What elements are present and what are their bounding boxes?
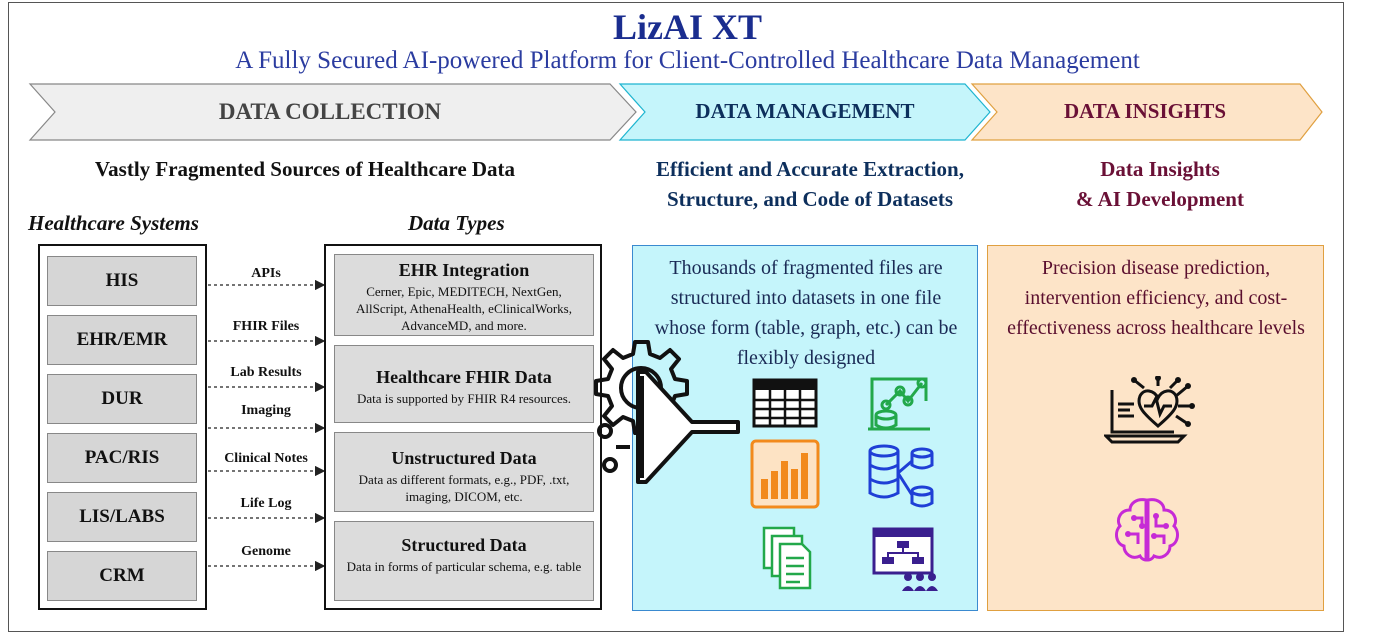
data-type-fhir bbox=[334, 345, 594, 423]
data-type-unstructured bbox=[334, 432, 594, 512]
collection-heading: Vastly Fragmented Sources of Healthcare Data bbox=[94, 157, 516, 181]
data-type-desc: Data in forms of particular schema, e.g. table bbox=[346, 559, 582, 574]
table-icon bbox=[752, 378, 818, 428]
flow-label-apis: APIs bbox=[251, 266, 281, 281]
data-type-desc: Data is supported by FHIR R4 resources. bbox=[356, 391, 572, 406]
data-type-title: EHR Integration bbox=[398, 260, 530, 280]
data-type-structured bbox=[334, 521, 594, 601]
flow-label-imaging: Imaging bbox=[241, 403, 291, 418]
insights-heading-line1: Data Insights bbox=[1100, 157, 1220, 181]
flow-label-life-log: Life Log bbox=[240, 496, 292, 511]
flowchart-presentation-icon bbox=[872, 527, 938, 591]
management-panel-text: Thousands of fragmented files are structured into datasets in one file whose form (table, graph, etc.) can be flexibly designed bbox=[654, 257, 958, 369]
documents-icon bbox=[762, 526, 814, 590]
page-title: LizAI XT bbox=[612, 7, 762, 47]
ai-brain-icon bbox=[1112, 496, 1182, 562]
database-network-icon bbox=[864, 441, 936, 509]
gear-funnel-icon bbox=[580, 332, 750, 492]
management-heading-line1: Efficient and Accurate Extraction, bbox=[656, 157, 964, 181]
stage-insights-label: DATA INSIGHTS bbox=[1063, 99, 1227, 123]
data-type-ehr-integration bbox=[334, 254, 594, 336]
flow-label-lab-results: Lab Results bbox=[230, 365, 302, 380]
laptop-heart-icon bbox=[1104, 376, 1198, 446]
system-crm: CRM bbox=[47, 551, 197, 601]
data-type-desc: Cerner, Epic, MEDITECH, NextGen, AllScript, AthenaHealth, eClinicalWorks, AdvanceMD, and more. bbox=[356, 284, 572, 333]
stage-collection-label: DATA COLLECTION bbox=[218, 99, 442, 124]
data-type-desc: Data as different formats, e.g., PDF, .txt, imaging, DICOM, etc. bbox=[358, 472, 570, 504]
bar-chart-icon bbox=[750, 439, 820, 509]
data-types-header: Data Types bbox=[408, 211, 505, 235]
flow-label-fhir-files: FHIR Files bbox=[232, 319, 300, 334]
data-analytics-icon bbox=[864, 371, 934, 433]
flow-label-clinical-notes: Clinical Notes bbox=[224, 451, 308, 466]
insights-heading-line2: & AI Development bbox=[1076, 187, 1244, 211]
healthcare-systems-header: Healthcare Systems bbox=[28, 211, 199, 235]
page-subtitle: A Fully Secured AI-powered Platform for Client-Controlled Healthcare Data Management bbox=[235, 47, 1140, 74]
insights-panel-text: Precision disease prediction, intervention efficiency, and cost-effectiveness across healthcare levels bbox=[1007, 257, 1305, 339]
data-type-title: Structured Data bbox=[401, 535, 527, 555]
system-dur: DUR bbox=[47, 374, 197, 424]
system-pac-ris: PAC/RIS bbox=[47, 433, 197, 483]
data-type-title: Healthcare FHIR Data bbox=[376, 367, 552, 387]
system-ehr-emr: EHR/EMR bbox=[47, 315, 197, 365]
management-heading-line2: Structure, and Code of Datasets bbox=[666, 187, 953, 211]
data-type-title: Unstructured Data bbox=[391, 448, 537, 468]
flow-label-genome: Genome bbox=[241, 544, 291, 559]
system-his: HIS bbox=[47, 256, 197, 306]
system-lis-labs: LIS/LABS bbox=[47, 492, 197, 542]
stage-management-label: DATA MANAGEMENT bbox=[695, 99, 915, 123]
